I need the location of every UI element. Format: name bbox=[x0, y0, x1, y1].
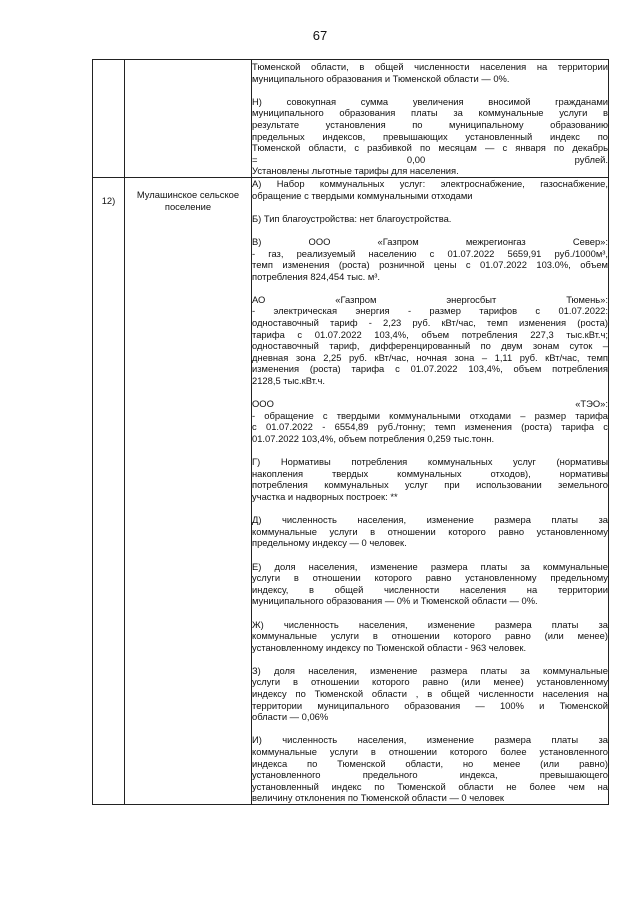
text-line: Тюменской области, в общей численности населения на территории bbox=[252, 61, 608, 72]
text-line: коммунальные услуги в отношении которого более установленного bbox=[252, 746, 608, 758]
text-line: 01.07.2022 103,4%, объем потребления 0,259 тыс.тонн. bbox=[252, 433, 495, 444]
text-line: АО «Газпром энергосбыт Тюмень»: bbox=[252, 293, 608, 305]
text-line: Б) Тип благоустройства: нет благоустройства. bbox=[252, 212, 452, 224]
text-line: обращение с твердыми коммунальными отходами bbox=[252, 189, 473, 201]
text-line: установленный индекс по Тюменской области не более чем на bbox=[252, 780, 608, 792]
text-line: предельному индексу — 0 человек. bbox=[252, 537, 407, 549]
text-line: коммунальные услуги в отношении которого равно (или менее) bbox=[252, 630, 608, 642]
text-line: одноставочный тариф - 2,23 руб. кВт/час, темп изменения (роста) bbox=[252, 317, 608, 329]
paragraph bbox=[252, 96, 608, 177]
paragraph bbox=[252, 178, 608, 201]
text-line: потребления 824,454 тыс. м³. bbox=[252, 270, 381, 282]
paragraph bbox=[252, 514, 608, 549]
text-line: Е) доля населения, изменение размера платы за коммунальные bbox=[252, 560, 608, 572]
page-number: 67 bbox=[312, 28, 328, 43]
text-line: потребления коммунальных услуг при использовании земельного bbox=[252, 479, 608, 491]
text-line: изменения (роста) тарифа с 01.07.2022 103,4%, объем потребления bbox=[252, 363, 608, 375]
text-line: ООО «ТЭО»: bbox=[252, 398, 608, 410]
text-line: услуги в отношении которого равно (или менее) установленному bbox=[252, 676, 608, 688]
text-line: индексу по Тюменской области , в общей численности населения на bbox=[252, 688, 608, 700]
table-row bbox=[93, 177, 609, 804]
text-line: установленному индексу по Тюменской области - 963 человек. bbox=[252, 641, 527, 653]
text-line: территории муниципального образования — 100% и Тюменской bbox=[252, 699, 608, 711]
paragraph bbox=[252, 456, 608, 502]
text-line: темп изменения (роста) розничной цены с 01.07.2022 103.0%, объем bbox=[252, 259, 608, 271]
paragraph bbox=[252, 213, 608, 225]
text-line: муниципального образования платы за коммунальные услуги в bbox=[252, 107, 608, 119]
text-line: Установлены льготные тарифы для населения. bbox=[252, 165, 459, 177]
municipality-name: Мулашинское сельское поселение bbox=[136, 188, 240, 212]
text-line: установленного предельного индекса, превышающего bbox=[252, 769, 608, 781]
text-line: одноставочный тариф, дифференцированный по двум зонам суток – bbox=[252, 340, 608, 352]
paragraph bbox=[252, 734, 608, 804]
paragraph bbox=[252, 61, 608, 84]
municipality-name-cell bbox=[125, 177, 252, 804]
text-line: услуги в отношении которого равно установленному предельному bbox=[252, 572, 608, 584]
row-number-cell bbox=[93, 177, 125, 804]
table-row bbox=[93, 60, 609, 178]
text-line: - обращение с твердыми коммунальными отходами – размер тарифа bbox=[252, 409, 608, 421]
text-line: предельных индексов, превышающих установленный индекс по bbox=[252, 130, 608, 142]
text-line: - газ, реализуемый населению с 01.07.2022 5659,91 руб./1000м³, bbox=[252, 247, 608, 259]
row-details-cell bbox=[252, 177, 609, 804]
text-line: дневная зона 2,25 руб. кВт/час, ночная зона – 1,11 руб. кВт/час, темп bbox=[252, 351, 608, 363]
text-line: величину отклонения по Тюменской области — 0 человек bbox=[252, 792, 505, 804]
text-line: А) Набор коммунальных услуг: электроснабжение, газоснабжение, bbox=[252, 177, 608, 189]
text-line: муниципального образования — 0% и Тюменской области — 0%. bbox=[252, 595, 538, 607]
paragraph bbox=[252, 561, 608, 607]
text-line: - электрическая энергия - размер тарифов с 01.07.2022: bbox=[252, 305, 608, 317]
text-line: результате установления по муниципальному образованию bbox=[252, 118, 608, 130]
text-line: З) доля населения, изменение размера платы за коммунальные bbox=[252, 664, 608, 676]
text-line: индекса по Тюменской области, но менее (или равно) bbox=[252, 757, 608, 769]
text-line: Ж) численность населения, изменение размера платы за bbox=[252, 618, 608, 630]
text-line: Д) численность населения, изменение размера платы за bbox=[252, 514, 608, 526]
paragraph bbox=[252, 236, 608, 282]
text-line: индексу, в общей численности населения на территории bbox=[252, 583, 608, 595]
municipality-name-cell bbox=[125, 60, 252, 178]
paragraph bbox=[252, 665, 608, 723]
text-line: И) численность населения, изменение размера платы за bbox=[252, 734, 608, 746]
row-details-cell bbox=[252, 60, 609, 178]
text-line: 2128,5 тыс.кВт.ч. bbox=[252, 375, 325, 387]
paragraph bbox=[252, 294, 608, 387]
text-line: области — 0,06% bbox=[252, 711, 329, 723]
text-line: муниципального образования и Тюменской области — 0%. bbox=[252, 72, 510, 84]
paragraph bbox=[252, 619, 608, 654]
text-line: Г) Нормативы потребления коммунальных услуг (нормативы bbox=[252, 456, 608, 468]
tariff-table bbox=[92, 59, 609, 805]
text-line: коммунальные услуги в отношении которого равно установленному bbox=[252, 525, 608, 537]
text-line: В) ООО «Газпром межрегионгаз Север»: bbox=[252, 235, 608, 247]
text-line: накопления твердых коммунальных отходов), нормативы bbox=[252, 467, 608, 479]
text-line: участка и надворных построек: ** bbox=[252, 490, 398, 502]
text-line: Н) совокупная сумма увеличения вносимой гражданами bbox=[252, 95, 608, 107]
text-line: Тюменской области, с разбивкой по месяцам — с января по декабрь bbox=[252, 142, 608, 154]
paragraph bbox=[252, 398, 608, 444]
text-line: тарифа с 01.07.2022 103,4%, объем потребления 227,3 тыс.кВт.ч; bbox=[252, 328, 608, 340]
text-line: = 0,00 рублей. bbox=[252, 153, 608, 165]
text-line: с 01.07.2022 - 6554,89 руб./тонну; темп изменения (роста) тарифа с bbox=[252, 421, 608, 433]
row-number-cell bbox=[93, 60, 125, 178]
row-number: 12) bbox=[101, 194, 116, 206]
